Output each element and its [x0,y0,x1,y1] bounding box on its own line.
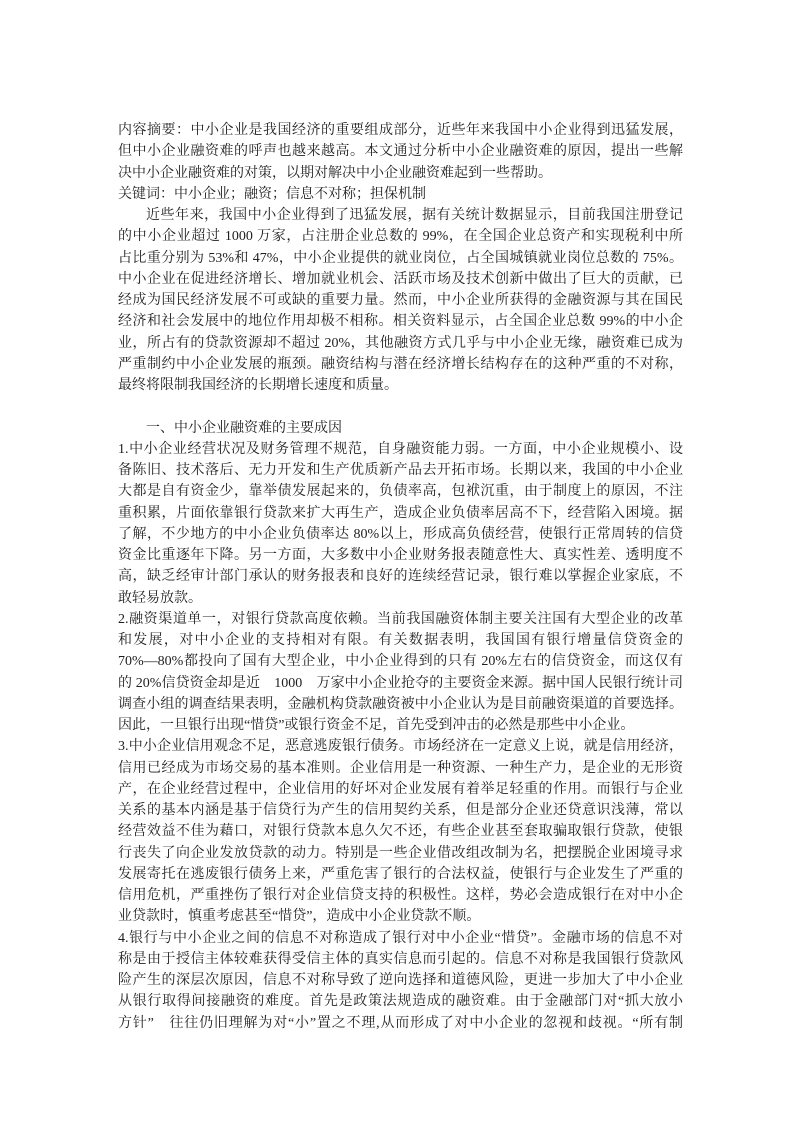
text-line: 关系的基本内涵是基于信贷行为产生的信用契约关系，但是部分企业还贷意识浅薄，常以 [118,803,683,818]
text-line: 4.银行与中小企业之间的信息不对称造成了银行对中小企业“惜贷”。金融市场的信息不对 [118,930,683,946]
text-line: 资金比重逐年下降。另一方面，大多数中小企业财务报表随意性大、真实性差、透明度不 [118,548,683,563]
text-line: 关键词：中小企业；融资；信息不对称；担保机制 [118,186,426,202]
text-line: 敢轻易放款。 [118,590,202,606]
text-line: 最终将限制我国经济的长期增长速度和质量。 [118,378,398,393]
text-line: 严重制约中小企业发展的瓶颈。融资结构与潜在经济增长结构存在的这种严重的不对称， [118,356,683,372]
text-line: 险产生的深层次原因，信息不对称导致了逆向选择和道德风险，更进一步加大了中小企业 [118,973,683,988]
document-body [118,120,683,1034]
paragraph-keywords [118,184,683,205]
text-line: 经成为国民经济发展不可或缺的重要力量。然而，中小企业所获得的金融资源与其在国民 [118,293,683,308]
text-line: 业贷款时，慎重考虑甚至“惜贷”，造成中小企业贷款不顺。 [118,909,481,925]
text-line: 但中小企业融资难的呼声也越来越高。本文通过分析中小企业融资难的原因，提出一些解 [118,144,683,160]
text-line: 信用危机，严重挫伤了银行对企业信贷支持的积极性。这样，势必会造成银行在对中小企 [118,888,683,903]
text-line: 因此，一旦银行出现“惜贷”或银行资金不足，首先受到冲击的必然是那些中小企业。 [118,718,635,733]
text-line: 近些年来，我国中小企业得到了迅猛发展，据有关统计数据显示，目前我国注册登记 [146,208,683,223]
text-line: 1.中小企业经营状况及财务管理不规范，自身融资能力弱。一方面，中小企业规模小、设 [118,441,683,457]
paragraph-intro [118,205,683,396]
text-line: 2.融资渠道单一，对银行贷款高度依赖。当前我国融资体制主要关注国有大型企业的改革 [118,611,683,627]
text-line: 经营效益不佳为藉口，对银行贷款本息久欠不还，有些企业甚至套取骗取银行贷款，使银 [118,824,683,840]
text-line: 了解，不少地方的中小企业负债率达 80%以上，形成高负债经营，使银行正常周转的信贷 [118,526,683,542]
text-line: 和发展，对中小企业的支持相对有限。有关数据表明，我国国有银行增量信贷资金的 [118,633,683,648]
paragraph-cause-1 [118,439,683,609]
text-line: 占比重分别为 53%和 47%，中小企业提供的就业岗位，占全国城镇就业岗位总数的 75%。 [118,250,683,266]
section-heading-causes [118,418,683,439]
text-line: 3.中小企业信用观念不足，恶意逃废银行债务。市场经济在一定意义上说，就是信用经济， [118,739,683,755]
paragraph-cause-2 [118,609,683,737]
text-line: 称是由于授信主体较难获得受信主体的真实信息而引起的。信息不对称是我国银行贷款风 [118,951,683,967]
text-line: 调查小组的调查结果表明，金融机构贷款融资被中小企业认为是目前融资渠道的首要选择。 [118,696,683,712]
text-line: 一、中小企业融资难的主要成因 [146,420,342,436]
paragraph-abstract [118,120,683,184]
text-line: 决中小企业融资难的对策，以期对解决中小企业融资难起到一些帮助。 [118,165,552,181]
paragraph-cause-3 [118,736,683,927]
text-line: 从银行取得间接融资的难度。首先是政策法规造成的融资难。由于金融部门对“抓大放小 [118,994,683,1010]
text-line: 备陈旧、技术落后、无力开发和生产优质新产品去开拓市场。长期以来，我国的中小企业 [118,463,683,478]
text-line: 中小企业在促进经济增长、增加就业机会、活跃市场及技术创新中做出了巨大的贡献，已 [118,271,683,287]
text-line: 发展寄托在逃废银行债务上来，严重危害了银行的合法权益，使银行与企业发生了严重的 [118,866,683,882]
text-line: 产，在企业经营过程中，企业信用的好坏对企业发展有着举足轻重的作用。而银行与企业 [118,781,683,797]
text-line: 内容摘要：中小企业是我国经济的重要组成部分，近些年来我国中小企业得到迅猛发展， [118,123,683,138]
text-line: 信用已经成为市场交易的基本准则。企业信用是一种资源、一种生产力，是企业的无形资 [118,760,683,776]
blank-line [118,396,683,417]
paragraph-cause-4 [118,928,683,1034]
text-line: 行丧失了向企业发放贷款的动力。特别是一些企业借改组改制为名，把摆脱企业困境寻求 [118,845,683,861]
text-line: 的中小企业超过 1000 万家，占注册企业总数的 99%，在全国企业总资产和实现税利中所 [118,229,683,245]
text-line: 高，缺乏经审计部门承认的财务报表和良好的连续经营记录，银行难以掌握企业家底，不 [118,569,683,585]
text-line: 重积累，片面依靠银行贷款来扩大再生产，造成企业负债率居高不下，经营陷入困境。据 [118,505,683,521]
text-line: 的 20%信贷资金却是近 1000 万家中小企业抢夺的主要资金来源。据中国人民银行统计司 [118,675,683,691]
text-line: 方针” 往往仍旧理解为对“小”置之不理,从而形成了对中小企业的忽视和歧视。“所有制 [118,1015,683,1031]
text-line: 70%—80%都投向了国有大型企业，中小企业得到的只有 20%左右的信贷资金，而这仅有 [118,654,683,670]
text-line: 经济和社会发展中的地位作用却极不相称。相关资料显示，占全国企业总数 99%的中小企 [118,314,683,330]
text-line: 业，所占有的贷款资源却不超过 20%，其他融资方式几乎与中小企业无缘，融资难已成为 [118,335,683,351]
text-line: 大都是自有资金少，靠举债发展起来的，负债率高，包袱沉重，由于制度上的原因，不注 [118,484,683,500]
